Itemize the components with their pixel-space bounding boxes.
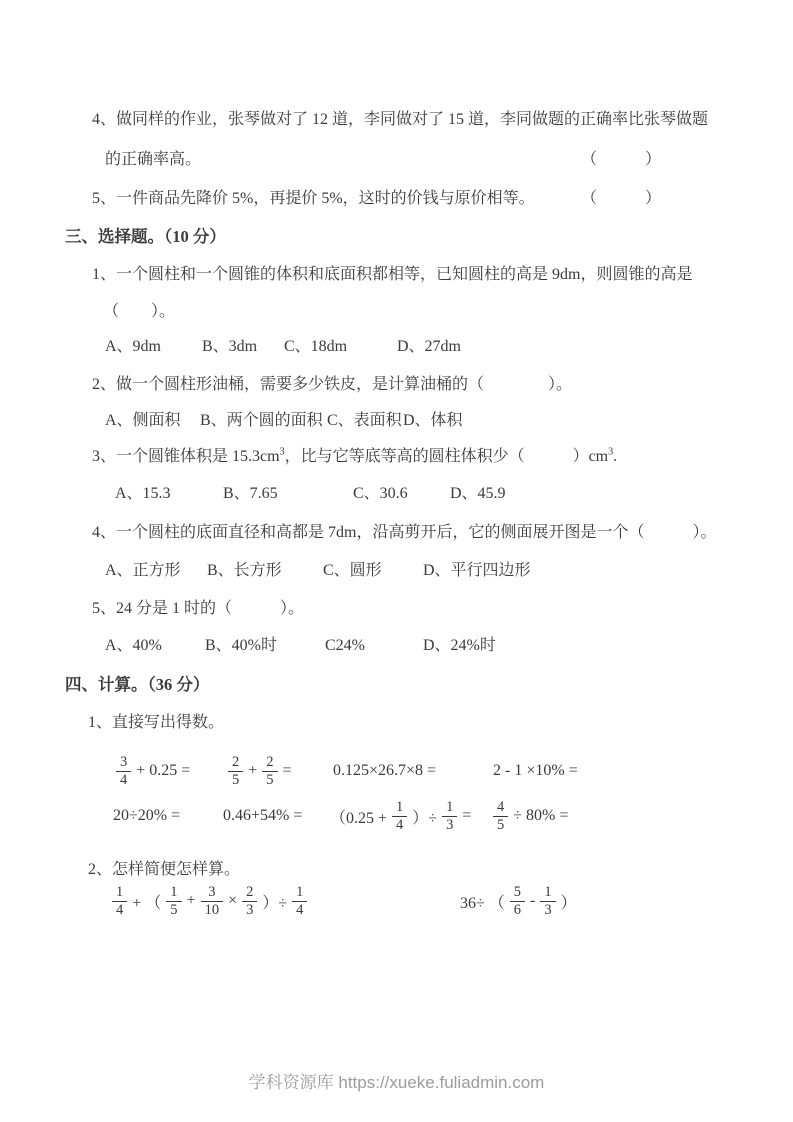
fraction (540, 884, 555, 918)
calc-expr-7 (330, 793, 471, 839)
fraction (201, 884, 224, 918)
calc-expr-5 (113, 793, 180, 839)
choice-q3-option-b: B、7.65 (223, 485, 278, 502)
denominator: 5 (166, 901, 181, 919)
footer-watermark: 学科资源库 https://xueke.fuliadmin.com (248, 1073, 545, 1092)
choice-q1-answer-blank: （ ）。 (103, 303, 176, 320)
denominator: 4 (292, 901, 307, 919)
choice-q3-option-a: A、15.3 (115, 485, 171, 502)
choice-q2-option-c: C、表面积 (327, 412, 402, 429)
choice-q1-option-b: B、3dm (202, 338, 258, 355)
superscript-cube: 3 (608, 446, 614, 458)
expr-text: 36÷ （ (460, 894, 505, 912)
expr-text: ）÷ (262, 894, 288, 912)
choice-q1-line1: 1、一个圆柱和一个圆锥的体积和底面积都相等，已知圆柱的高是 9dm，则圆锥的高是 (92, 266, 693, 283)
choice-q2-option-b: B、两个圆的面积 (200, 412, 323, 429)
fraction (228, 754, 243, 788)
simplify-expr-2 (460, 878, 577, 924)
denominator: 3 (442, 816, 457, 834)
expr-text: ）÷ (412, 809, 438, 827)
expr-text: = (462, 807, 472, 824)
fraction (292, 884, 307, 918)
denominator: 6 (510, 901, 525, 919)
calc-section-heading: 四、计算。（36 分） (65, 675, 210, 694)
denominator: 5 (493, 816, 508, 834)
expr-text: + (186, 892, 196, 909)
numerator: 1 (446, 798, 454, 815)
choice-q4-option-b: B、长方形 (207, 562, 282, 579)
denominator: 3 (540, 901, 555, 919)
calc-expr-3 (333, 748, 436, 794)
calc-sub2-title: 2、怎样简便怎样算。 (88, 861, 241, 878)
calc-expr-4 (493, 748, 578, 794)
expr-text: 0.46+54% = (223, 807, 303, 824)
denominator: 4 (116, 771, 131, 789)
expr-text: + (248, 762, 258, 779)
expr-text: 2 - 1 ×10% = (493, 762, 578, 779)
fraction (242, 884, 257, 918)
expr-text: × (228, 892, 238, 909)
choice-q3-text-part3: . (613, 448, 618, 465)
choice-q1-option-a: A、9dm (105, 338, 162, 355)
denominator: 4 (112, 901, 127, 919)
judge-q5-answer-blank: （ ） (581, 190, 662, 207)
numerator: 3 (208, 883, 216, 900)
numerator: 1 (296, 883, 304, 900)
choice-section-heading: 三、选择题。（10 分） (65, 227, 226, 246)
expr-text: （0.25 + (330, 809, 388, 827)
superscript-cube: 3 (279, 446, 285, 458)
fraction (166, 884, 181, 918)
fraction (392, 799, 407, 833)
choice-q5-option-a: A、40% (105, 637, 162, 654)
judge-q5-text: 5、一件商品先降价 5%，再提价 5%，这时的价钱与原价相等。 (92, 190, 535, 207)
numerator: 1 (170, 883, 178, 900)
calc-expr-2 (228, 748, 292, 794)
choice-q5-option-b: B、40%时 (205, 637, 278, 654)
fraction (493, 799, 508, 833)
choice-q5-text: 5、24 分是 1 时的（ ）。 (92, 600, 305, 617)
numerator: 4 (497, 798, 505, 815)
expr-text: ÷ 80% = (513, 807, 569, 824)
calc-expr-1 (116, 748, 190, 794)
judge-q4-line2: 的正确率高。 (105, 151, 202, 168)
expr-text: - (530, 892, 536, 909)
numerator: 1 (396, 798, 404, 815)
choice-q5-option-d: D、24%时 (423, 637, 496, 654)
choice-q2-option-d: D、体积 (403, 412, 463, 429)
denominator: 5 (228, 771, 243, 789)
judge-q4-answer-blank: （ ） (581, 151, 662, 168)
expr-text: 20÷20% = (113, 807, 181, 824)
expr-text: + （ (132, 894, 162, 912)
choice-q3-text-part2: ，比与它等底等高的圆柱体积少（ ）cm (284, 448, 609, 465)
choice-q3-text-part1: 3、一个圆锥体积是 15.3cm (92, 448, 280, 465)
choice-q2-text: 2、做一个圆柱形油桶，需要多少铁皮，是计算油桶的（ ）。 (92, 376, 573, 393)
choice-q5-option-c: C24% (325, 637, 365, 654)
fraction (116, 754, 131, 788)
numerator: 2 (246, 883, 254, 900)
choice-q3-text (92, 447, 617, 466)
fraction (442, 799, 457, 833)
choice-q1-option-d: D、27dm (397, 338, 462, 355)
choice-q3-option-d: D、45.9 (450, 485, 506, 502)
denominator: 4 (392, 816, 407, 834)
denominator: 5 (262, 771, 277, 789)
fraction (262, 754, 277, 788)
calc-sub1-title: 1、直接写出得数。 (88, 714, 225, 731)
choice-q2-option-a: A、侧面积 (105, 412, 181, 429)
numerator: 3 (120, 753, 128, 770)
choice-q3-option-c: C、30.6 (353, 485, 408, 502)
choice-q4-option-a: A、正方形 (105, 562, 181, 579)
calc-expr-6 (223, 793, 302, 839)
calc-expr-8 (493, 793, 568, 839)
numerator: 1 (544, 883, 552, 900)
numerator: 2 (232, 753, 240, 770)
choice-q1-option-c: C、18dm (284, 338, 348, 355)
denominator: 10 (201, 901, 224, 919)
choice-q4-option-d: D、平行四边形 (423, 562, 531, 579)
numerator: 2 (266, 753, 274, 770)
expr-text: ） (560, 894, 577, 912)
expr-text: + 0.25 = (136, 762, 191, 779)
numerator: 5 (513, 883, 522, 900)
choice-q4-option-c: C、圆形 (323, 562, 382, 579)
fraction (112, 884, 127, 918)
simplify-expr-1 (112, 878, 307, 924)
fraction (510, 884, 525, 918)
numerator: 1 (116, 883, 124, 900)
denominator: 3 (242, 901, 257, 919)
expr-text: = (282, 762, 292, 779)
expr-text: 0.125×26.7×8 = (333, 762, 437, 779)
choice-q4-text: 4、一个圆柱的底面直径和高都是 7dm，沿高剪开后，它的侧面展开图是一个（ ）。 (92, 524, 717, 541)
judge-q4-line1: 4、做同样的作业，张琴做对了 12 道，李同做对了 15 道，李同做题的正确率比张琴做题 (92, 111, 709, 128)
